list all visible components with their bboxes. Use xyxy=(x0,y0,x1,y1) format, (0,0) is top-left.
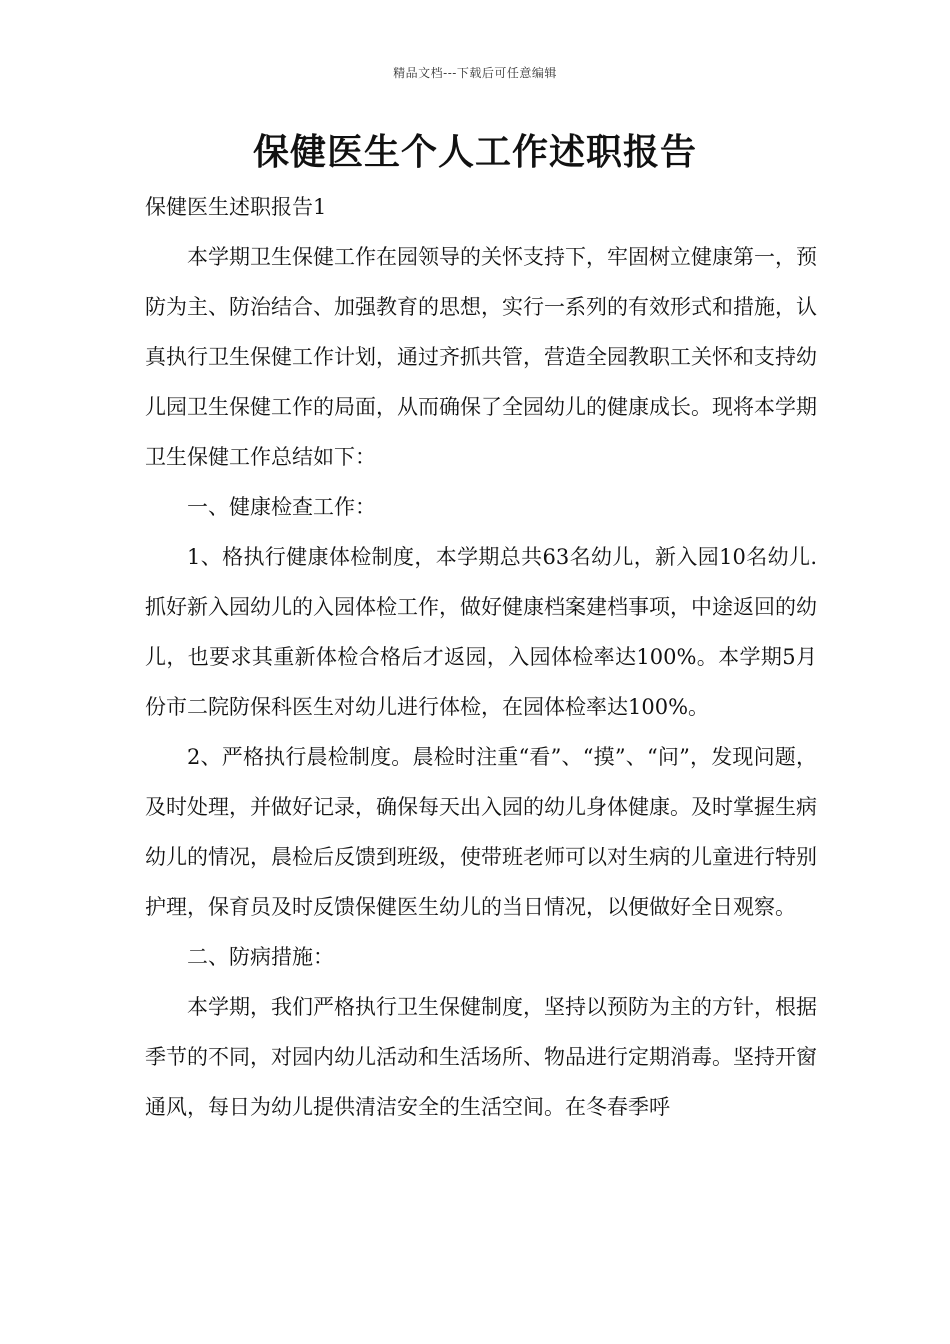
paragraph-health-exam: 1、格执行健康体检制度，本学期总共63名幼儿，新入园10名幼儿.抓好新入园幼儿的入园体检工作，做好健康档案建档事项，中途返回的幼儿，也要求其重新体检合格后才返园，入园体检率达100%。本学期5月份市二院防保科医生对幼儿进行体检，在园体检率达100%。 xyxy=(145,545,817,719)
section-subtitle: 保健医生述职报告1 xyxy=(145,195,327,219)
document-body xyxy=(145,182,817,1132)
heading-health-check: 一、健康检查工作： xyxy=(187,495,376,519)
paragraph-morning-check: 2、严格执行晨检制度。晨检时注重“看”、“摸”、“问”，发现问题，及时处理，并做好记录，确保每天出入园的幼儿身体健康。及时掌握生病幼儿的情况，晨检后反馈到班级，使带班老师可以对生病的儿童进行特别护理，保育员及时反馈保健医生幼儿的当日情况，以便做好全日观察。 xyxy=(145,745,817,919)
header-note: 精品文档---下载后可任意编辑 xyxy=(393,66,557,80)
document-title: 保健医生个人工作述职报告 xyxy=(252,131,697,173)
paragraph-intro: 本学期卫生保健工作在园领导的关怀支持下，牢固树立健康第一，预防为主、防治结合、加强教育的思想，实行一系列的有效形式和措施，认真执行卫生保健工作计划，通过齐抓共管，营造全园教职工关怀和支持幼儿园卫生保健工作的局面，从而确保了全园幼儿的健康成长。现将本学期卫生保健工作总结如下： xyxy=(145,245,817,469)
paragraph-prevention: 本学期，我们严格执行卫生保健制度，坚持以预防为主的方针，根据季节的不同，对园内幼儿活动和生活场所、物品进行定期消毒。坚持开窗通风，每日为幼儿提供清洁安全的生活空间。在冬春季呼 xyxy=(145,995,817,1119)
heading-disease-prevention: 二、防病措施： xyxy=(187,945,334,969)
